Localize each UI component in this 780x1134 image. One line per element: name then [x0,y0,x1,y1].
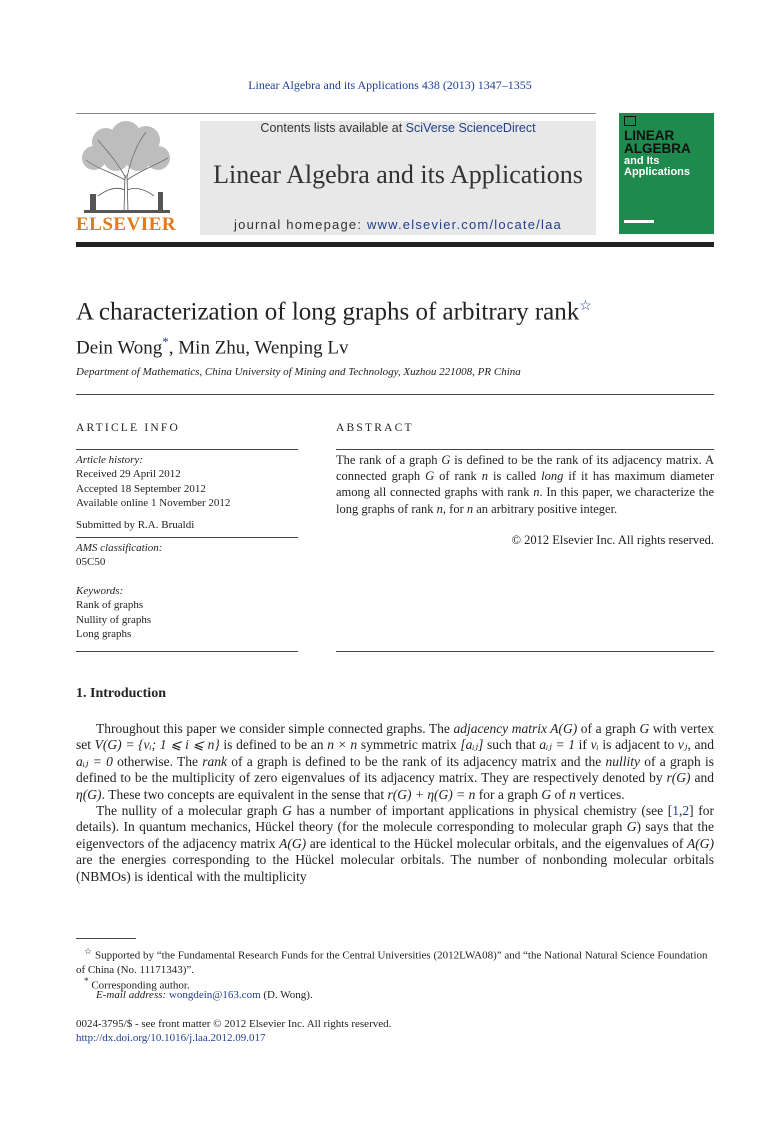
publisher-logo-text: ELSEVIER [76,214,177,235]
homepage-prefix: journal homepage: [234,217,367,232]
author-separator: , [245,337,255,359]
corresponding-footnote: * Corresponding author. [84,976,190,992]
paragraph: The nullity of a molecular graph G has a number of important applications in physical chemistry (see [1,2] for details). In quantum mechanics, Hückel theory (for the molecule corresponding to molecular graph G) says that the eigenvectors of the adjacency matrix A(G) are identical to the Hückel molecular orbitals, and the eigenvalues of A(G) are the energies corresponding to the Hückel molecular orbitals. The number of nonbonding molecular orbitals (NBMOs) is identical with the multiplicity [76,803,715,884]
journal-citation[interactable]: Linear Algebra and its Applications 438 (2013) 1347–1355 [248,78,532,92]
history-accepted: Accepted 18 September 2012 [76,482,206,495]
author-name[interactable]: Dein Wong [76,337,163,359]
keyword: Nullity of graphs [76,613,152,626]
reference-link[interactable]: 2 [682,803,690,819]
ams-code: 05C50 [76,556,106,569]
ams-label: AMS classification: [76,542,163,554]
info-divider [76,537,298,538]
author-name[interactable]: Wenping Lv [254,337,349,359]
contents-line [200,121,596,135]
doi-link[interactable]: http://dx.doi.org/10.1016/j.laa.2012.09.017 [76,1032,266,1045]
author-name[interactable]: Min Zhu [178,337,246,359]
article-title-text: A characterization of long graphs of arbitrary rank [76,298,580,326]
journal-homepage [200,217,596,232]
section-body [76,721,714,885]
footnote-asterisk-mark: * [84,976,89,986]
email-link[interactable]: wongdein@163.com [168,989,261,1001]
elsevier-tree-logo-icon [76,120,176,215]
keywords-label: Keywords: [76,585,124,597]
contents-prefix: Contents lists available at [260,121,406,135]
abstract-copyright: © 2012 Elsevier Inc. All rights reserved. [511,533,714,547]
reference-link[interactable]: 1 [672,803,679,819]
title-divider [76,394,714,395]
keyword: Rank of graphs [76,599,144,612]
keyword: Long graphs [76,627,132,640]
footnote-star-mark: ☆ [84,946,93,956]
info-divider [76,651,298,652]
author-affiliation: Department of Mathematics, China University of Mining and Technology, Xuzhou 221008, PR China [76,366,521,378]
article-history [76,453,298,510]
author-separator: , [168,337,179,359]
author-list [76,334,348,359]
article-info-heading: ARTICLE INFO [76,422,180,434]
cover-emblem-icon [624,116,636,126]
abstract-text: The rank of a graph G is defined to be the rank of its adjacency matrix. A connected graph G of rank n is called long if it has maximum diameter among all connected graphs with rank n. In this paper, we characterize the long graphs of rank n, for n an arbitrary positive integer. [336,453,714,516]
abstract-divider [336,449,714,450]
history-received: Received 29 April 2012 [76,468,181,481]
header-divider [76,113,596,114]
email-footnote [96,988,696,1002]
issn-line: 0024-3795/$ - see front matter © 2012 Elsevier Inc. All rights reserved. [76,1018,392,1030]
history-online: Available online 1 November 2012 [76,496,231,509]
cover-footer-bar [624,220,654,223]
homepage-link[interactable]: www.elsevier.com/locate/laa [366,217,562,232]
submitted-by: Submitted by R.A. Brualdi [76,519,195,531]
article-title [76,298,592,326]
keywords [76,584,298,641]
cover-subtitle: and Its Applications [624,155,691,178]
front-matter [76,1017,391,1046]
title-footnote-mark[interactable]: ☆ [579,299,592,314]
sciencedirect-link[interactable]: SciVerse ScienceDirect [405,121,536,135]
footnote-rule [76,938,136,939]
journal-title: Linear Algebra and its Applications [213,160,583,189]
ams-classification [76,541,298,570]
section-heading: 1. Introduction [76,686,166,701]
info-divider [76,449,298,450]
author-corresponding-mark[interactable]: * [162,334,169,349]
email-label: E-mail address: [96,989,169,1001]
abstract-divider [336,651,714,652]
cover-title: LINEAR ALGEBRA [624,128,691,156]
header-thick-rule [76,242,714,247]
paragraph: Throughout this paper we consider simple connected graphs. The adjacency matrix A(G) of a graph G with vertex set V(G) = {vᵢ; 1 ⩽ i ⩽ n} is defined to be an n × n symmetric matrix [aᵢⱼ] such that aᵢⱼ = 1 if vᵢ is adjacent to vⱼ, and aᵢⱼ = 0 otherwise. The rank of a graph is defined to be the rank of its adjacency matrix and the nullity of a graph is defined to be the multiplicity of zero eigenvalues of its adjacency matrix. They are respectively denoted by r(G) and η(G). These two concepts are equivalent in the sense that r(G) + η(G) = n for a graph G of n vertices. [76,721,715,802]
history-label: Article history: [76,454,143,466]
email-owner: (D. Wong). [260,989,313,1001]
abstract-heading: ABSTRACT [336,422,414,434]
funding-footnote: ☆ Supported by “the Fundamental Research Funds for the Central Universities (2012LWA08)” and “the National Natural Science Foundation of China (No. 11171343)”. [76,946,708,976]
